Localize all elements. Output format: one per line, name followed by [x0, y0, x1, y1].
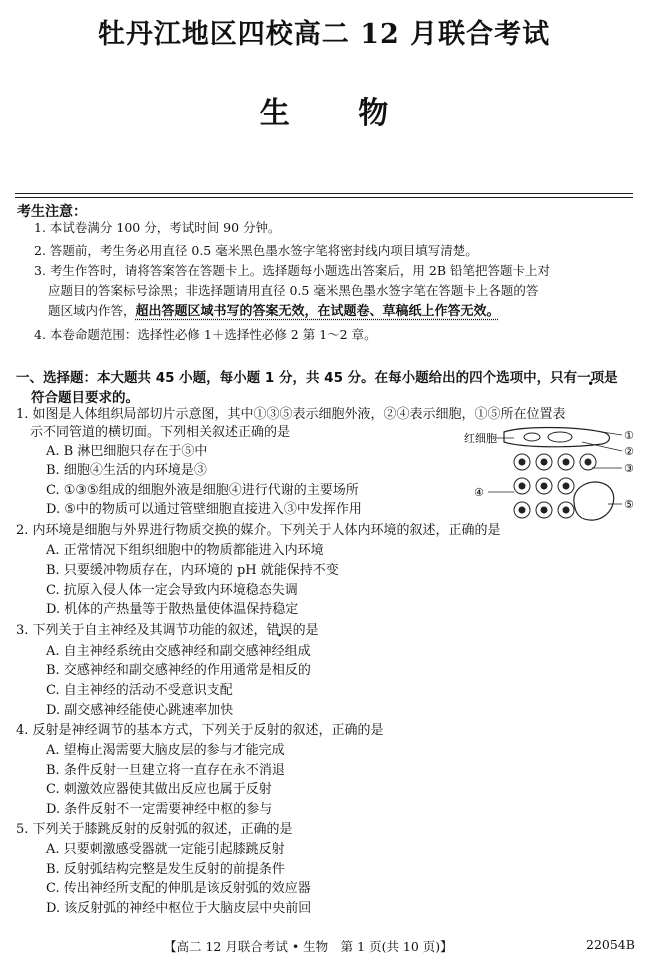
marker-3: ③ [624, 462, 634, 475]
q2-option-a: A. 正常情况下组织细胞中的物质都能进入内环境 [46, 543, 324, 558]
q3-option-b: B. 交感神经和副交感神经的作用通常是相反的 [46, 663, 311, 678]
divider-thin [15, 197, 633, 198]
q5-option-b: B. 反射弧结构完整是发生反射的前提条件 [46, 862, 285, 877]
q1-stem-line1: 1. 如图是人体组织局部切片示意图，其中①③⑤表示细胞外液，②④表示细胞，①⑤所在位置表 [16, 407, 566, 422]
q1-option-d: D. ⑤中的物质可以通过管壁细胞直接进入③中发挥作用 [46, 502, 362, 517]
divider-thick [15, 193, 633, 194]
notice-heading: 考生注意： [17, 204, 87, 220]
capillary-shape [504, 428, 610, 447]
q4-option-b: B. 条件反射一旦建立将一直存在永不消退 [46, 763, 285, 778]
exam-code: 22054B [586, 937, 635, 952]
q4-option-c: C. 刺激效应器使其做出反应也属于反射 [46, 782, 272, 797]
marker-2: ② [624, 445, 634, 458]
q3-option-c: C. 自主神经的活动不受意识支配 [46, 683, 233, 698]
notice-item-4: 4. 本卷命题范围：选择性必修 1＋选择性必修 2 第 1～2 章。 [34, 327, 377, 342]
q3-stem-end: 的是 [292, 623, 319, 638]
q1-stem-line2: 示不同管道的横切面。下列相关叙述正确的是 [30, 425, 291, 440]
notice-item-2: 2. 答题前，考生务必用直径 0.5 毫米黑色墨水签字笔将密封线内项目填写清楚。 [34, 243, 478, 258]
marker-4: ④ [474, 486, 484, 499]
notice-item-1: 1. 本试卷满分 100 分，考试时间 90 分钟。 [34, 220, 281, 235]
q5-option-d: D. 该反射弧的神经中枢位于大脑皮层中央前回 [46, 901, 312, 916]
tissue-cells [514, 454, 596, 518]
marker-5: ⑤ [624, 498, 634, 511]
section-heading-text: 一、选择题：本大题共 45 小题，每小题 1 分，共 45 分。在每小题给出的四个选项中，只有 [16, 370, 578, 386]
q5-option-a: A. 只要刺激感受器就一定能引起膝跳反射 [46, 842, 285, 857]
q5-stem: 5. 下列关于膝跳反射的反射弧的叙述，正确的是 [16, 822, 293, 837]
q4-option-a: A. 望梅止渴需要大脑皮层的参与才能完成 [46, 743, 285, 758]
q1-option-b: B. 细胞④生活的内环境是③ [46, 463, 207, 478]
q4-option-d: D. 条件反射不一定需要神经中枢的参与 [46, 802, 273, 817]
capillary-nucleus [548, 432, 572, 442]
q3-stem-emph: 错误 [266, 623, 293, 638]
subject-title: 生 物 [259, 96, 389, 131]
q2-option-b: B. 只要缓冲物质存在，内环境的 pH 就能保持不变 [46, 563, 339, 578]
q2-option-d: D. 机体的产热量等于散热量使体温保持稳定 [46, 602, 299, 617]
section-heading [16, 366, 618, 386]
exam-title: 牡丹江地区四校高二 12 月联合考试 [97, 19, 551, 50]
page-footer: 【高二 12 月联合考试 • 生物 第 1 页(共 10 页)】 [164, 939, 453, 954]
q2-option-c: C. 抗原入侵人体一定会导致内环境稳态失调 [46, 583, 298, 598]
q3-stem-text: 3. 下列关于自主神经及其调节功能的叙述， [16, 623, 267, 638]
notice-item-3-cont: 应题目的答案标号涂黑；非选择题请用直径 0.5 毫米黑色墨水签字笔在答题卡上各题的答 [48, 283, 539, 298]
marker-1: ① [624, 429, 634, 442]
tissue-section-figure [462, 424, 640, 528]
notice-item-3-end [48, 303, 500, 320]
section-heading-end: 是 [604, 370, 618, 386]
red-cell-label: 红细胞 [464, 432, 497, 445]
notice-item-3-tail: 题区域内作答， [48, 303, 136, 318]
q2-stem: 2. 内环境是细胞与外界进行物质交换的媒介。下列关于人体内环境的叙述，正确的是 [16, 523, 501, 538]
lymph-vessel-shape [574, 482, 614, 520]
q1-option-c: C. ①③⑤组成的细胞外液是细胞④进行代谢的主要场所 [46, 483, 359, 498]
q1-option-a: A. B 淋巴细胞只存在于⑤中 [46, 444, 208, 459]
q5-option-c: C. 传出神经所支配的伸肌是该反射弧的效应器 [46, 881, 311, 896]
q3-option-d: D. 副交感神经能使心跳速率加快 [46, 703, 234, 718]
section-heading-emph: 一项 [577, 370, 605, 386]
notice-emphasis: 超出答题区域书写的答案无效，在试题卷、草稿纸上作答无效。 [135, 304, 500, 319]
section-heading-cont: 符合题目要求的。 [31, 390, 139, 406]
q3-option-a: A. 自主神经系统由交感神经和副交感神经组成 [46, 644, 311, 659]
red-blood-cell [524, 433, 540, 441]
q4-stem: 4. 反射是神经调节的基本方式，下列关于反射的叙述，正确的是 [16, 723, 384, 738]
q3-stem [16, 622, 319, 639]
notice-item-3: 3. 考生作答时，请将答案答在答题卡上。选择题每小题选出答案后，用 2B 铅笔把答题卡上对 [34, 263, 550, 278]
